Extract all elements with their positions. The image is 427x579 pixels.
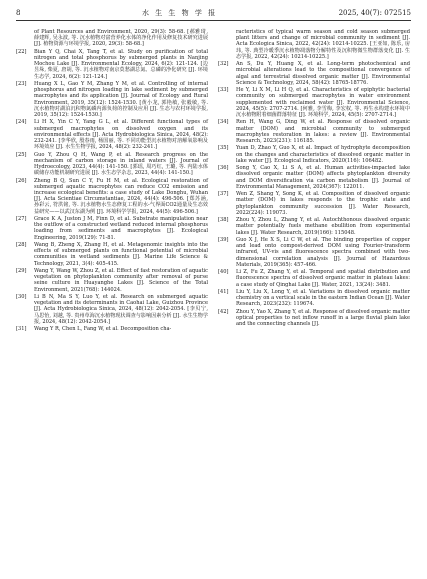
reference-text: Li H X, Yin C Y, Yang G L, et al. Different functional types of submerged macrophytes on dissolved oxygen and its environmental effects [J]. Acta Hydrobiologica Sinica, 2024, 48(2): 232-241. [李华欣, 殷春雨, 杨国丽, 等. 不同功能型沉水植物对溶解氧影响及环境效应 [J]. 水生生物学报, 2024, 48(2): 232-241.] <box>34 119 208 151</box>
reference-item <box>218 309 410 328</box>
reference-item <box>218 87 410 118</box>
reference-item <box>218 119 410 144</box>
reference-text: He Y, Li X M, Li H Q, et al. Characteristics of epiphytic bacterial community on submerged macrophytes in water environment supplemented with reclaimed water [J]. Environmental Science, 2024, 45(5): 2707-2714. [何雅, 李雪梅, 李宏权, 等. 再生水构建水环境中沉水植物附着细菌群落特征 [J]. 环境科学, 2024, 45(5): 2707-2714.] <box>236 87 410 119</box>
reference-number: [31] <box>16 326 27 333</box>
reference-item <box>16 216 208 241</box>
reference-item <box>218 191 410 216</box>
reference-item <box>218 237 410 268</box>
reference-text: Ren H, Wang G, Ding W, et al. Response of dissolved organic matter (DOM) and microbial community to submerged macrophytes restoration in lakes: a review [J]. Environmental Research, 2023(231): 116185. <box>236 119 410 145</box>
reference-number: [33] <box>218 87 229 94</box>
reference-item <box>218 269 410 288</box>
reference-text: Bian Y Q, Chai X, Tang T, et al. Study on purification of total nitrogen and total phosphorus by submerged plants in Nanjing Mochou Lake [J]. Environmental Ecology, 2024, 6(2): 121-124. [边昱垛, 柴夏, 唐胡, 等. 沉水植物对南京莫愁湖总氮、总磷的净化研究 [J]. 环境生态学, 2024, 6(2): 121-124.] <box>34 48 208 80</box>
reference-item <box>16 152 208 177</box>
reference-item <box>16 326 208 332</box>
reference-text: Guo Y, Zhou Q H, Wang P, et al. Research progress on the mechanism of carbon storage in inland waters [J]. Journal of Hydroecology, 2023, 44(4): 141-150. [郭瑶, 周巧红, 王璐, 等. 内陆水体碳储存功能机制研究进展 [J]. 水生态学杂志, 2023, 44(4): 141-150.] <box>34 151 208 177</box>
page-number: 8 <box>16 9 21 17</box>
reference-item <box>16 294 208 325</box>
reference-text: racteristics of typical warm season and cold season submerged plant litters and change of microbial community in sediment [J]. Acta Ecologica Sinica, 2022, 42(24): 10214-10225. [王亚如, 陈乐, 房玮, 等. 典型冷暖季沉水植物凋落物分解特性及沉积物微生物群落变化 [J]. 生态学报, 2022, 42(24): 10214-10225.] <box>236 29 410 60</box>
reference-text: Liu Y, Liu X, Long Y, et al. Variations in dissolved organic matter chemistry on a vertical scale in the eastern Indian Ocean [J]. Water Research, 2023(232): 119674. <box>236 289 410 308</box>
reference-item <box>16 49 208 80</box>
journal-title: 水 生 生 物 学 报 <box>141 9 218 17</box>
reference-number: [22] <box>16 48 27 55</box>
reference-number: [23] <box>16 81 27 87</box>
reference-text: of Plant Resources and Environment, 2020, 29(3): 58-68. [郝雅琦, 薛建辉, 吴永波, 等. 沉水植物对富营养化水体的净化作用及修复技术研究进展 [J]. 植物资源与环境学报, 2020, 29(3): 58-68.] <box>34 29 208 48</box>
reference-item <box>16 81 208 118</box>
reference-item <box>218 289 410 308</box>
reference-number: [40] <box>218 269 229 276</box>
reference-item <box>218 29 410 60</box>
reference-text: Huang X L, Gao Y M, Zhang Y M, et al. Controlling of internal phosphorus and nitrogen loading in lake sediment by submerged macrophytes and its application [J]. Journal of Ecology and Rural Environment, 2019, 35(12): 1524-1530. [黄小龙, 郭艳敏, 张毅敏, 等. 沉水植物对湖泊沉积物氮磷内源负荷的控制及应用 [J]. 生态与农村环境学报, 2019, 35(12): 1524-1530.] <box>34 81 208 119</box>
reference-number: [27] <box>16 216 27 223</box>
reference-text: Zhou Y, Yao X, Zhang Y, et al. Response of dissolved organic matter optical properties to net inflow runoff in a large fluvial plain lake and the connecting channels [J]. <box>236 308 410 328</box>
reference-item <box>16 268 208 293</box>
left-column <box>16 29 208 334</box>
reference-item <box>16 242 208 267</box>
reference-item <box>218 145 410 164</box>
reference-text: Wang Y R, Chen L, Fang W, et al. Decomposition cha- <box>34 326 172 333</box>
reference-number: [25] <box>16 151 27 158</box>
reference-item <box>218 217 410 236</box>
reference-text: Grace K A, Juston J M, Finn D, et al. Substrate manipulation near the outflow of a constructed wetland reduced internal phosphorus loading from sediments and macrophytes [J]. Ecological Engineering, 2019(129): 71-81. <box>34 216 208 241</box>
reference-text: Yuan D, Zhao Y, Guo X, et al. Impact of hydrophyte decomposition on the changes and characteristics of dissolved organic matter in lake water [J]. Ecological Indicators, 2020(116): 106482. <box>236 145 410 164</box>
page-header <box>16 8 411 21</box>
issue-info: 2025, 40(7): 072515 <box>338 9 411 17</box>
reference-number: [29] <box>16 268 27 275</box>
reference-number: [38] <box>218 217 229 224</box>
reference-number: [42] <box>218 308 229 315</box>
reference-number: [35] <box>218 145 229 152</box>
reference-item <box>16 178 208 215</box>
reference-text: Li B N, Ma S Y, Luo Y, et al. Research on submerged aquatic vegetation and its determinants in Caohai Lake, Guizhou Province [J]. Acta Hydrobiologica Sinica, 2024, 48(12): 2042-2054. [李贝宁, 马思怡, 刘越, 等. 贵州草海沉水植物现状调查与影响因素分析 [J]. 水生生物学报, 2024, 48(12): 2042-2054.] <box>34 294 208 325</box>
reference-number: [26] <box>16 177 27 184</box>
reference-number: [39] <box>218 237 229 243</box>
right-column <box>218 29 410 334</box>
reference-number: [36] <box>218 165 229 172</box>
reference-item <box>218 165 410 190</box>
reference-number: [28] <box>16 242 27 249</box>
reference-text: Zheng B Q, Sun C Y, Fu H M, et al. Ecological restoration of submerged aquatic macrophytes can reduce CO2 emission and increase ecological benefits: a case study of Lake Donghu, Wuhan [J]. Acta Scientiae Circumstantiae, 2024, 44(4): 496-506. [郑苏涵, 孙彩云, 符洪铭, 等. 沉水植物水生态修复工程的水-气界面CO2通量及生态效益研究——以武汉东湖为例 [J]. 环境科学学报, 2024, 44(5): 496-506.] <box>34 177 208 215</box>
reference-item <box>16 119 208 150</box>
reference-number: [32] <box>218 61 229 68</box>
reference-text: Wang Y, Wang W, Zhou Z, et al. Effect of fast restoration of aquatic vegetation on phytoplankton community after removal of purse seine culture in Huayanghe Lakes [J]. Science of the Total Environment, 2021(768): 144024. <box>34 268 208 293</box>
reference-number: [41] <box>218 289 229 295</box>
reference-text: Zhou Y, Zhou L, Zhang Y, et al. Autochthonous dissolved organic matter potentially fuels methane ebullition from experimental lakes [J]. Water Research, 2019(166): 115048. <box>236 217 410 236</box>
reference-text: Li Z, Fu Z, Zhang Y, et al. Temporal and spatial distribution and fluorescence spectra of dissolved organic matter in plateau lakes: a case study of Qinghai Lake [J]. Water, 2021, 13(24): 3481. <box>236 269 410 288</box>
reference-text: An S, Du Y, Huang X, et al. Long-term photochemical and microbial alterations lead to the compositional convergence of algal and terrestrial dissolved organic matter [J]. Environmental Science & Technology, 2024, 58(42): 18765-18776. <box>236 61 410 86</box>
reference-text: Song Y, Cao X, Li S A, et al. Human activities-impacted lake dissolved organic matter (DOM) affects phytoplankton diversity and DOM diversification via carbon metabolism [J]. Journal of Environmental Management, 2024(367): 122011. <box>236 165 410 190</box>
reference-number: [34] <box>218 119 229 126</box>
reference-text: Wen Z, Shang Y, Song K, et al. Composition of dissolved organic matter (DOM) in lakes responds to the trophic state and phytoplankton community succession [J]. Water Research, 2022(224): 119073. <box>236 191 410 216</box>
reference-columns <box>16 29 411 334</box>
reference-item <box>218 61 410 86</box>
reference-number: [24] <box>16 119 27 126</box>
reference-number: [37] <box>218 191 229 198</box>
reference-number: [30] <box>16 294 27 301</box>
reference-text: Wang B, Zheng X, Zhang H, et al. Metagenomic insights into the effects of submerged plants on functional potential of microbial communities in wetland sediments [J]. Marine Life Science & Technology, 2021, 3(4): 405-415. <box>34 242 208 267</box>
reference-text: Guo X J, He X S, Li C W, et al. The binding properties of copper and lead onto compost-derived DOM using Fourier-transform infrared, UV-vis and fluorescence spectra combined with two-dimensional correlation analysis [J]. Journal of Hazardous Materials, 2019(365): 457-466. <box>236 237 410 268</box>
reference-item <box>16 29 208 48</box>
